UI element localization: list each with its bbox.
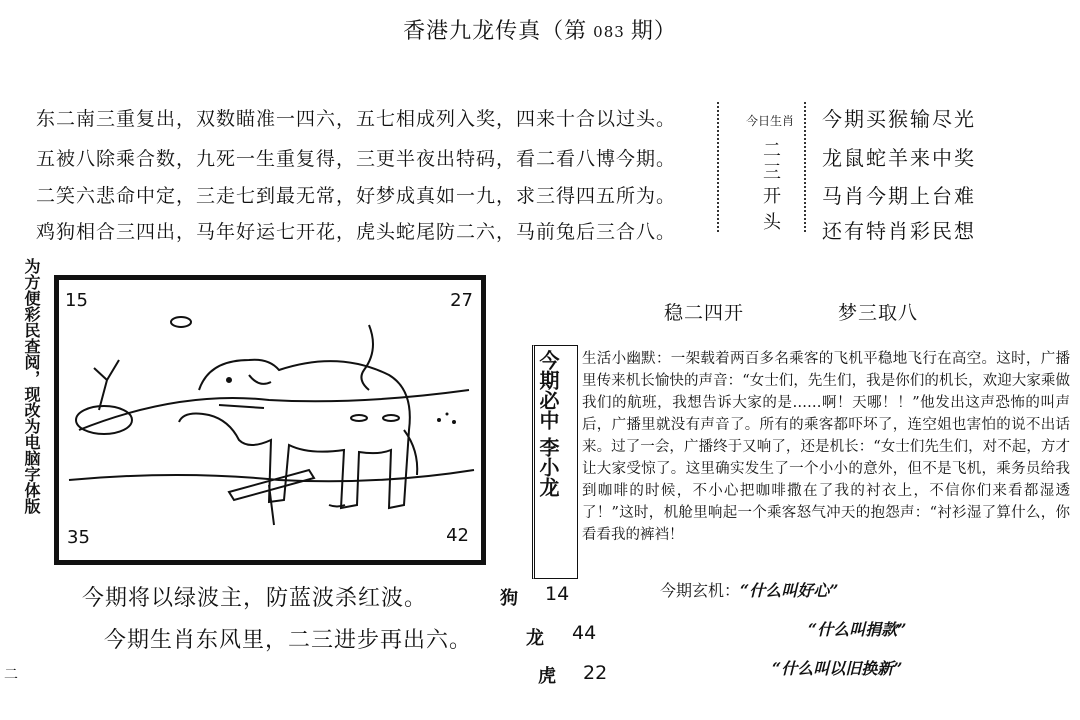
xuanji-item-3: “什么叫以旧换新” [772, 659, 903, 678]
side-poem-2: 龙鼠蛇羊来中奖 [822, 146, 976, 170]
title-prefix: 香港九龙传真（第 [403, 19, 588, 44]
elephant-picture [54, 275, 486, 565]
zodiac-number-3: 22 [583, 662, 608, 684]
elephant-illustration [59, 280, 481, 560]
tag-char-1: 二 [763, 140, 781, 161]
tag-char-4: 头 [763, 212, 781, 233]
bottom-line-2: 今期生肖东风里，二三进步再出六。 [104, 628, 473, 653]
divider-left [717, 102, 721, 232]
headline-right: 梦三取八 [838, 302, 919, 324]
corner-number-bottom-right: 42 [446, 525, 469, 546]
zodiac-animal-3: 虎 [538, 666, 556, 687]
corner-number-bottom-left: 35 [67, 527, 90, 548]
left-vertical-note: 为方便彩民查阅，现改为电脑字体版 [22, 258, 41, 514]
title-suffix: 期） [630, 19, 677, 44]
headline-left: 稳二四开 [664, 302, 745, 324]
vertical-box-text: 今期必中 李小龙 [536, 350, 560, 497]
side-poem-4: 还有特肖彩民想 [822, 219, 976, 243]
bottom-line-1: 今期将以绿波主，防蓝波杀红波。 [82, 586, 428, 611]
tag-char-2: 三 [763, 162, 781, 183]
divider-right [804, 102, 808, 232]
tag-char-3: 开 [763, 186, 781, 207]
zodiac-number-1: 14 [545, 583, 570, 605]
poem-line-2: 五被八除乘合数，九死一生重复得，三更半夜出特码，看二看八博今期。 [36, 148, 677, 170]
corner-mark: 二 [4, 667, 18, 683]
zodiac-animal-1: 狗 [500, 588, 518, 609]
xuanji-line-1 [660, 578, 838, 601]
humor-story: 生活小幽默：一架载着两百多名乘客的飞机平稳地飞行在高空。这时，广播里传来机长愉快的声音：“女士们，先生们，我是你们的机长，欢迎大家乘做我们的航班，我想告诉大家的是……啊！天哪！！”他发出这声恐怖的叫声后，广播里就没有声音了。所有的乘客都吓坏了，连空姐也害怕的说不出话来。过了一会，广播终于又响了，还是机长：“女士们先生们，对不起，方才让大家受惊了。这里确实发生了一个小小的意外，但不是飞机，乘务员给我到咖啡的时候，不小心把咖啡撒在了我的衬衣上，不信你们来看都湿透了！”这时，机舱里响起一个乘客怒气冲天的抱怨声：“衬衫湿了算什么，你看看我的裤裆！ [582, 351, 1070, 543]
side-poem-1: 今期买猴输尽光 [822, 107, 976, 131]
corner-number-top-right: 27 [450, 290, 473, 311]
poem-line-1: 东二南三重复出，双数瞄准一四六，五七相成列入奖，四来十合以过头。 [36, 108, 677, 130]
side-poem-3: 马肖今期上台难 [822, 184, 976, 208]
tag-label: 今日生肖 [745, 114, 794, 128]
page-title [0, 14, 1080, 45]
xuanji-item-1: “什么叫好心” [740, 581, 839, 600]
zodiac-animal-2: 龙 [526, 628, 544, 649]
zodiac-number-2: 44 [572, 622, 597, 644]
corner-number-top-left: 15 [65, 290, 88, 311]
issue-number: 083 [593, 23, 625, 41]
xuanji-label: 今期玄机： [660, 581, 741, 600]
poem-line-3: 二笑六悲命中定，三走七到最无常，好梦成真如一九，求三得四五所为。 [36, 185, 677, 207]
xuanji-item-2: “什么叫捐款” [808, 620, 907, 639]
poem-line-4: 鸡狗相合三四出，马年好运七开花，虎头蛇尾防二六，马前兔后三合八。 [36, 221, 677, 243]
